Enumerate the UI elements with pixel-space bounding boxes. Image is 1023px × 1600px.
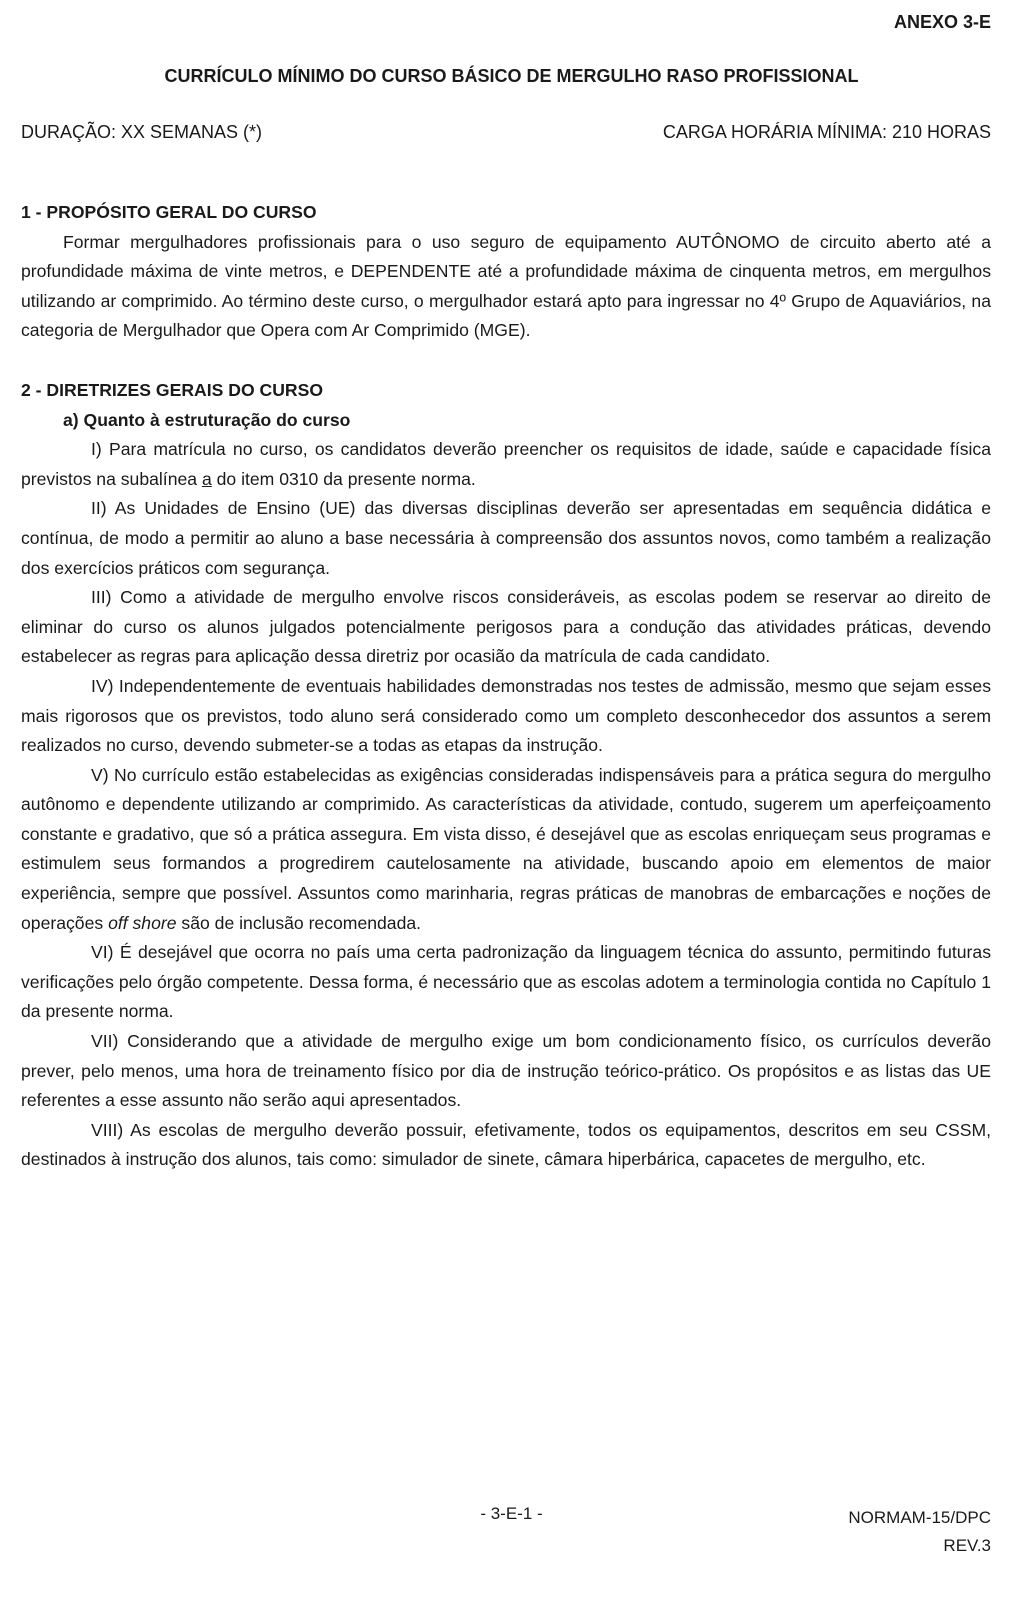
document-body xyxy=(21,198,991,1175)
item-v-italic-term: off shore xyxy=(108,912,177,933)
item-v-text-end: são de inclusão recomendada. xyxy=(176,912,422,933)
item-i-text-end: do item 0310 da presente norma. xyxy=(211,468,476,489)
item-viii-paragraph: VIII) As escolas de mergulho deverão possuir, efetivamente, todos os equipamentos, descritos em seu CSSM, destinados à instrução dos alunos, tais como: simulador de sinete, câmara hiperbárica, capacetes de mergulho, etc. xyxy=(21,1119,991,1170)
document-code: NORMAM-15/DPC xyxy=(848,1508,991,1527)
page-number: - 3-E-1 - xyxy=(480,1504,543,1523)
item-ii-paragraph: II) As Unidades de Ensino (UE) das diversas disciplinas deverão ser apresentadas em sequência didática e contínua, de modo a permitir ao aluno a base necessária à compreensão dos assuntos novos, como também a realização dos exercícios práticos com segurança. xyxy=(21,498,991,578)
revision-label: REV.3 xyxy=(943,1536,991,1555)
item-vii-paragraph: VII) Considerando que a atividade de mergulho exige um bom condicionamento físico, os currículos deverão prever, pelo menos, uma hora de treinamento físico por dia de instrução teórico-prático. Os propósitos e as listas das UE referentes a esse assunto não serão aqui apresentados. xyxy=(21,1031,991,1111)
item-i-text-start: I) Para matrícula no curso, os candidatos deverão preencher os requisitos de idade, saúde e capacidade física previstos na subalínea xyxy=(21,439,991,489)
section-1-heading: 1 - PROPÓSITO GERAL DO CURSO xyxy=(21,202,317,222)
item-v-text-start: V) No currículo estão estabelecidas as exigências consideradas indispensáveis para a prática segura do mergulho autônomo e dependente utilizando ar comprimido. As características da atividade, contudo, sugerem um aperfeiçoamento constante e gradativo, que só a prática assegura. Em vista disso, é desejável que as escolas enriqueçam seus programas e estimulem seus formandos a progredirem cautelosamente na atividade, buscando apoio em elementos de maior experiência, sempre que possível. Assuntos como marinharia, regras práticas de manobras de embarcações e noções de operações xyxy=(21,764,991,933)
item-i-underlined-letter: a xyxy=(201,468,212,489)
course-workload: CARGA HORÁRIA MÍNIMA: 210 HORAS xyxy=(662,122,991,142)
section-2-heading: 2 - DIRETRIZES GERAIS DO CURSO xyxy=(21,379,324,400)
section-gap xyxy=(21,346,991,376)
annex-label: ANEXO 3-E xyxy=(893,12,991,32)
item-vi-paragraph: VI) É desejável que ocorra no país uma certa padronização da linguagem técnica do assunto, permitindo futuras verificações pelo órgão competente. Dessa forma, é necessário que as escolas adotem a terminologia contida no Capítulo 1 da presente norma. xyxy=(21,942,991,1022)
course-duration: DURAÇÃO: XX SEMANAS (*) xyxy=(21,122,263,142)
item-i-paragraph xyxy=(21,435,991,494)
item-v-paragraph xyxy=(21,761,991,939)
item-iii-paragraph: III) Como a atividade de mergulho envolve riscos consideráveis, as escolas podem se reservar ao direito de eliminar do curso os alunos julgados potencialmente perigosos para a condução das atividades práticas, devendo estabelecer as regras para aplicação dessa diretriz por ocasião da matrícula de cada candidato. xyxy=(21,587,991,667)
section-2a-subheading: a) Quanto à estruturação do curso xyxy=(63,409,351,430)
section-1-paragraph: Formar mergulhadores profissionais para o uso seguro de equipamento AUTÔNOMO de circuito aberto até a profundidade máxima de vinte metros, e DEPENDENTE até a profundidade máxima de cinquenta metros, em mergulhos utilizando ar comprimido. Ao término deste curso, o mergulhador estará apto para ingressar no 4º Grupo de Aquaviários, na categoria de Mergulhador que Opera com Ar Comprimido (MGE). xyxy=(21,231,991,341)
item-iv-paragraph: IV) Independentemente de eventuais habilidades demonstradas nos testes de admissão, mesmo que sejam esses mais rigorosos que os previstos, todo aluno será considerado como um completo desconhecedor dos assuntos a serem realizados no curso, devendo submeter-se a todas as etapas da instrução. xyxy=(21,675,991,756)
document-title: CURRÍCULO MÍNIMO DO CURSO BÁSICO DE MERGULHO RASO PROFISSIONAL xyxy=(164,66,859,86)
footer-doc-info xyxy=(848,1504,991,1560)
